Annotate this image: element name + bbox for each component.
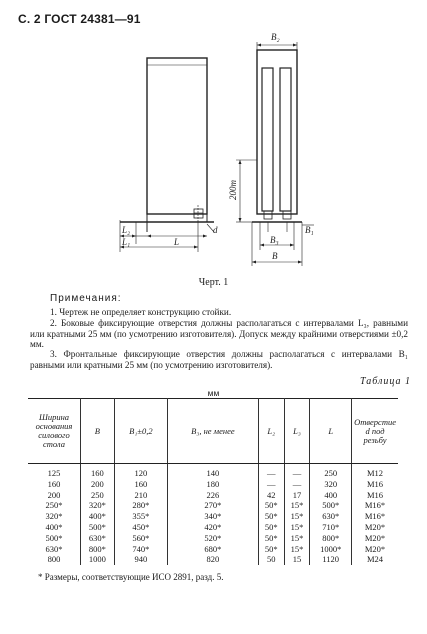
table-cell: M16 xyxy=(352,479,398,490)
table-cell: 160 xyxy=(81,464,115,479)
col-header: L₃ xyxy=(284,399,310,464)
table-cell: — xyxy=(284,479,310,490)
table-cell: 50* xyxy=(258,544,284,555)
table-cell: 500* xyxy=(81,522,115,533)
table-cell: 1000* xyxy=(310,544,352,555)
table-cell: 280* xyxy=(114,500,167,511)
table-cell: 400 xyxy=(310,490,352,501)
table-row xyxy=(28,490,398,501)
table-cell: 400* xyxy=(81,511,115,522)
table-cell: 15* xyxy=(284,522,310,533)
table-cell: 15* xyxy=(284,511,310,522)
column-side-view xyxy=(147,58,207,214)
table-cell: 270* xyxy=(168,500,259,511)
table-cell: 630* xyxy=(81,533,115,544)
table-cell: M16* xyxy=(352,511,398,522)
table-cell: 15* xyxy=(284,544,310,555)
table-cell: M20* xyxy=(352,533,398,544)
table-cell: M16* xyxy=(352,500,398,511)
table-cell: 320* xyxy=(28,511,81,522)
table-row xyxy=(28,500,398,511)
table-cell: 50* xyxy=(258,511,284,522)
label-b2: B₂ xyxy=(271,32,280,42)
table-cell: 200 xyxy=(28,490,81,501)
table-cell: 50* xyxy=(258,522,284,533)
table-cell: 160 xyxy=(114,479,167,490)
col-header: B xyxy=(81,399,115,464)
dimensions-table xyxy=(28,398,398,565)
table-cell: — xyxy=(258,464,284,479)
table-row xyxy=(28,554,398,565)
note-3: 3. Фронтальные фиксирующие отверстия должны располагаться с интервалами B₁ равными или кратными 25 мм (по усмотрению изготовителя). xyxy=(30,349,408,370)
table-label: Таблица 1 xyxy=(360,376,411,387)
table-cell: 140 xyxy=(168,464,259,479)
table-cell: 15* xyxy=(284,500,310,511)
label-b3: B₃ xyxy=(270,235,279,245)
footnote: * Размеры, соответствующие ИСО 2891, разд. 5. xyxy=(38,572,224,582)
table-cell: 420* xyxy=(168,522,259,533)
table-cell: 250 xyxy=(310,464,352,479)
table-cell: 940 xyxy=(114,554,167,565)
page-header: С. 2 ГОСТ 24381—91 xyxy=(18,12,141,26)
table-cell: 210 xyxy=(114,490,167,501)
table-cell: M12 xyxy=(352,464,398,479)
table-cell: 740* xyxy=(114,544,167,555)
label-200m: 200m xyxy=(228,180,238,200)
table-row xyxy=(28,544,398,555)
note-2: 2. Боковые фиксирующие отверстия должны располагаться с интервалами L₃, равными или кратными 25 мм (по усмотрению изготовителя). Допуск между крайними отверстиями ±0,2 мм. xyxy=(30,318,408,349)
table-cell: 560* xyxy=(114,533,167,544)
table-cell: 15 xyxy=(284,554,310,565)
table-row xyxy=(28,511,398,522)
col-header: B₃, не менее xyxy=(168,399,259,464)
table-cell: 50* xyxy=(258,533,284,544)
label-b1: B₁ xyxy=(305,225,314,235)
table-cell: 680* xyxy=(168,544,259,555)
table-cell: 50 xyxy=(258,554,284,565)
table-cell: 15* xyxy=(284,533,310,544)
table-cell: M20* xyxy=(352,522,398,533)
table-row xyxy=(28,464,398,479)
label-d: d xyxy=(213,225,218,235)
table-cell: 400* xyxy=(28,522,81,533)
table-cell: 226 xyxy=(168,490,259,501)
table-cell: 800* xyxy=(310,533,352,544)
table-cell: 520* xyxy=(168,533,259,544)
table-cell: 50* xyxy=(258,500,284,511)
table-cell: 160 xyxy=(28,479,81,490)
table-cell: 340* xyxy=(168,511,259,522)
table-cell: M20* xyxy=(352,544,398,555)
table-cell: 17 xyxy=(284,490,310,501)
table-cell: 320* xyxy=(81,500,115,511)
drawing-caption: Черт. 1 xyxy=(198,277,229,288)
table-cell: 250* xyxy=(28,500,81,511)
table-header-row xyxy=(28,399,398,464)
col-header: L₂ xyxy=(258,399,284,464)
table-cell: 355* xyxy=(114,511,167,522)
table-cell: 450* xyxy=(114,522,167,533)
table-cell: 200 xyxy=(81,479,115,490)
table-cell: 820 xyxy=(168,554,259,565)
table-cell: 800* xyxy=(81,544,115,555)
table-units: мм xyxy=(207,388,220,398)
table-cell: 710* xyxy=(310,522,352,533)
table-cell: 630* xyxy=(310,511,352,522)
table-row xyxy=(28,522,398,533)
col-header: L xyxy=(310,399,352,464)
table-cell: M24 xyxy=(352,554,398,565)
table-cell: — xyxy=(258,479,284,490)
table-cell: 1000 xyxy=(81,554,115,565)
technical-drawing xyxy=(0,0,427,280)
table-cell: 180 xyxy=(168,479,259,490)
notes-title: Примечания: xyxy=(50,293,122,304)
table-cell: 500* xyxy=(28,533,81,544)
table-cell: 320 xyxy=(310,479,352,490)
table-cell: 250 xyxy=(81,490,115,501)
table-cell: 800 xyxy=(28,554,81,565)
table-cell: 1120 xyxy=(310,554,352,565)
col-header: Отверстие d под резьбу xyxy=(352,399,398,464)
table-row xyxy=(28,479,398,490)
table-cell: 42 xyxy=(258,490,284,501)
col-header: B₁±0,2 xyxy=(114,399,167,464)
col-header: Ширина основания силового стола xyxy=(28,399,81,464)
table-cell: — xyxy=(284,464,310,479)
note-1: 1. Чертеж не определяет конструкцию стойки. xyxy=(50,307,232,317)
table-cell: M16 xyxy=(352,490,398,501)
label-b: B xyxy=(272,251,278,261)
table-cell: 500* xyxy=(310,500,352,511)
table-row xyxy=(28,533,398,544)
label-l: L xyxy=(174,237,180,247)
label-l1: L₁ xyxy=(122,237,131,247)
table-cell: 630* xyxy=(28,544,81,555)
table-cell: 120 xyxy=(114,464,167,479)
table-cell: 125 xyxy=(28,464,81,479)
label-l2: L₂ xyxy=(122,225,131,235)
